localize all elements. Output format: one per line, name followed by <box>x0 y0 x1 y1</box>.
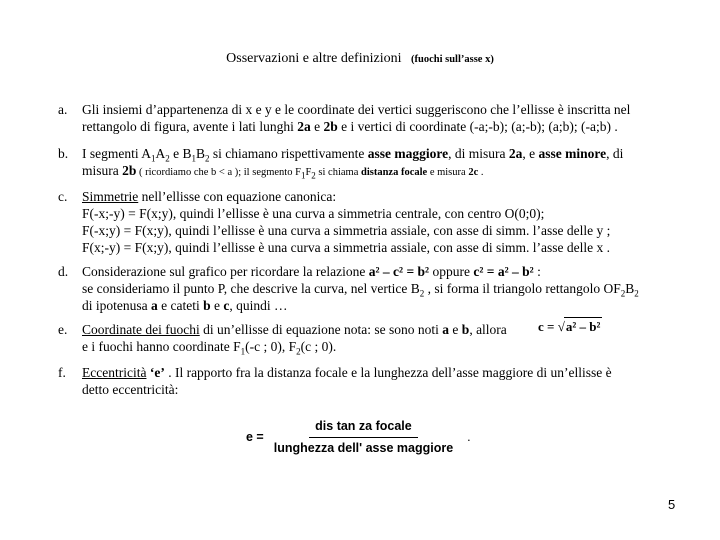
fraction-numerator: dis tan za focale <box>309 418 418 438</box>
item-d-line3: di ipotenusa a e cateti b e c, quindi … <box>82 298 288 313</box>
title-subtitle: (fuochi sull’asse x) <box>410 54 494 65</box>
item-letter: e. <box>58 322 68 337</box>
item-c-line3: F(-x;y) = F(x;y), quindi l’ellisse è una curva a simmetria assiale, con asse di simm. l’asse delle y ; <box>82 223 611 238</box>
radicand: a² – b² <box>565 319 601 334</box>
item-letter: d. <box>58 264 69 279</box>
item-letter: b. <box>58 146 69 161</box>
item-f-line1: Eccentricità ‘e’ . Il rapporto fra la distanza focale e la lunghezza dell’asse maggiore di un’ellisse è <box>82 365 612 380</box>
item-a-line2: rettangolo di figura, avente i lati lunghi 2a e 2b e i vertici di coordinate (-a;-b); (a;-b); (a;b); (-a;b) . <box>82 119 618 134</box>
fraction-denominator: lunghezza dell' asse maggiore <box>273 441 454 455</box>
item-c-heading: Simmetrie <box>82 189 139 204</box>
item-a-line1: Gli insiemi d’appartenenza di x e y e le coordinate dei vertici suggeriscono che l’ellisse è inscritta nel <box>82 102 631 117</box>
relation-formula-1: a² – c² = b² <box>368 264 430 279</box>
sqrt-symbol: √ <box>557 319 565 334</box>
item-c-line4: F(x;-y) = F(x;y), quindi l’ellisse è una curva a simmetria assiale, con asse di simm. l’asse delle x . <box>82 240 610 255</box>
eccentricity-fraction <box>268 418 459 457</box>
relation-formula-2: c² = a² – b² <box>473 264 534 279</box>
item-e-line1: Coordinate dei fuochi di un’ellisse di equazione nota: se sono noti a e b, allora <box>82 322 507 337</box>
item-body <box>82 364 662 398</box>
item-body <box>82 188 662 256</box>
page-number: 5 <box>668 497 676 512</box>
item-d-line1: Considerazione sul grafico per ricordare la relazione a² – c² = b² oppure c² = a² – b² : <box>82 264 541 279</box>
item-letter: f. <box>58 365 66 380</box>
item-letter: c. <box>58 189 68 204</box>
item-f-heading: Eccentricità <box>82 365 147 380</box>
item-c-line2: F(-x;-y) = F(x;y), quindi l’ellisse è una curva a simmetria centrale, con centro O(0;0); <box>82 206 545 221</box>
item-body <box>82 145 662 181</box>
item-e-heading: Coordinate dei fuochi <box>82 322 200 337</box>
item-c-line1: Simmetrie nell’ellisse con equazione canonica: <box>82 189 337 204</box>
item-f-line2: detto eccentricità: <box>82 382 179 397</box>
item-b-line2: misura 2b ( ricordiamo che b < a ); il segmento $F_1F_2$ si chiama distanza focale e misura 2c . <box>82 163 484 181</box>
eccentricity-formula <box>246 418 471 457</box>
formula-period: . <box>467 430 471 444</box>
item-letter: a. <box>58 102 68 117</box>
focus-distance-formula: c = √a² – b² <box>538 319 601 334</box>
item-b-line1: I segmenti $A_1A_2$ e $B_1B_2$ si chiamano rispettivamente asse maggiore, di misura 2a, e asse minore, di <box>82 146 624 164</box>
item-body <box>82 263 662 314</box>
item-body <box>82 101 662 135</box>
item-d-line2: se consideriamo il punto P, che descrive la curva, nel vertice $B_2$ , si forma il triangolo rettangolo $OF_2B_2$ <box>82 281 639 299</box>
eccentricity-lhs: e = <box>246 430 264 444</box>
page-title <box>0 50 720 68</box>
item-e-line2: e i fuochi hanno coordinate $F_1(-c$ ; 0), $F_2(c$ ; 0). <box>82 339 337 357</box>
title-main: Osservazioni e altre definizioni <box>226 51 402 66</box>
